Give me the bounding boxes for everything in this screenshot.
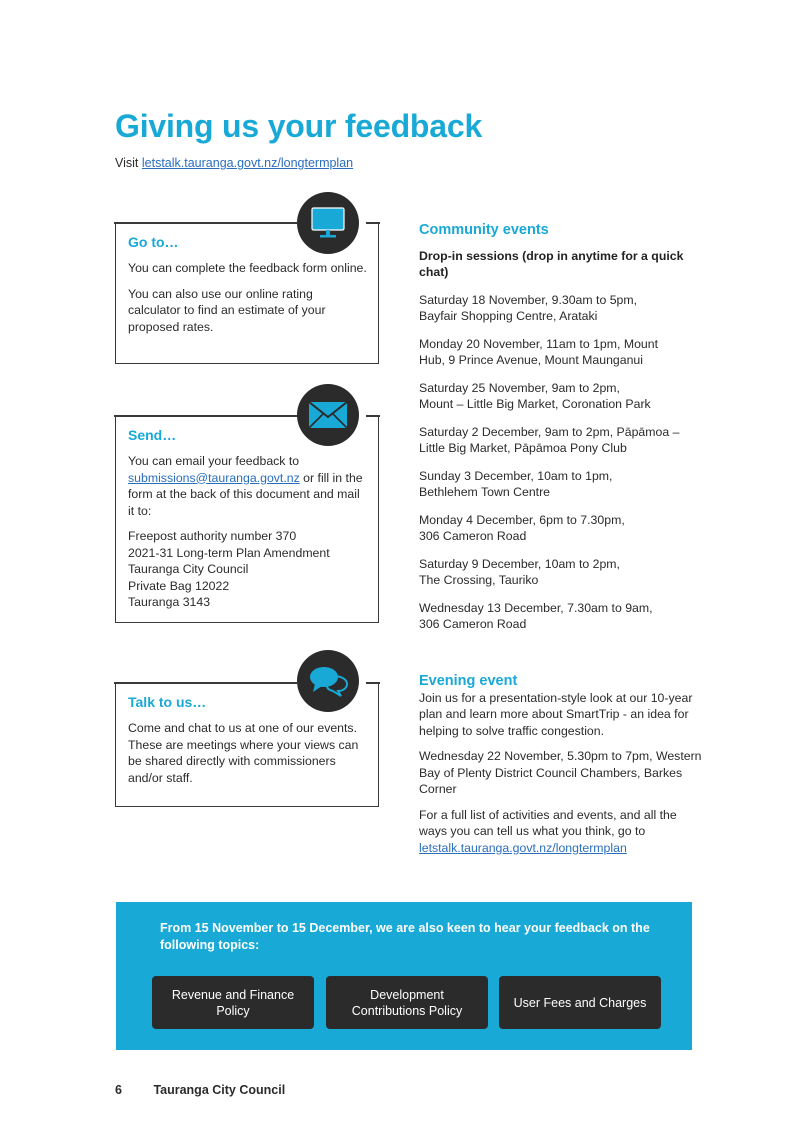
community-subheading: Drop-in sessions (drop in anytime for a quick chat)	[419, 248, 684, 279]
speech-bubbles-icon	[297, 650, 359, 712]
page-number: 6	[115, 1083, 122, 1097]
visit-line	[115, 156, 353, 170]
banner-message: From 15 November to 15 December, we are also keen to hear your feedback on the following topics:	[160, 921, 650, 952]
event-item: Saturday 2 December, 9am to 2pm, Pāpāmoa – Little Big Market, Pāpāmoa Pony Club	[419, 424, 680, 455]
send-text-post: or fill in the form at the back of this document and mail it to:	[128, 470, 363, 518]
event-item: Monday 20 November, 11am to 1pm, Mount Hub, 9 Prince Avenue, Mount Maunganui	[419, 336, 659, 367]
evening-detail: Wednesday 22 November, 5.30pm to 7pm, Western Bay of Plenty District Council Chambers, Barkes Corner	[419, 749, 702, 796]
website-link[interactable]: letstalk.tauranga.govt.nz/longtermplan	[141, 156, 354, 170]
topic-development-contributions-button[interactable]: Development Contributions Policy	[326, 976, 488, 1029]
send-text	[128, 453, 368, 519]
evening-more	[419, 807, 704, 857]
address-line: Tauranga 3143	[128, 595, 211, 609]
topics-banner	[116, 902, 692, 1050]
page-title: Giving us your feedback	[115, 108, 483, 144]
event-item: Sunday 3 December, 10am to 1pm, Bethlehem Town Centre	[419, 468, 613, 499]
event-item: Saturday 9 December, 10am to 2pm, The Crossing, Tauriko	[419, 556, 620, 587]
address-line: 2021-31 Long-term Plan Amendment	[128, 545, 330, 560]
evening-event	[419, 673, 704, 867]
evening-intro: Join us for a presentation-style look at our 10-year plan and learn more about SmartTrip - an idea for helping to solve traffic congestion.	[419, 690, 693, 738]
email-link[interactable]: submissions@tauranga.govt.nz	[128, 470, 300, 485]
address-line: Private Bag 12022	[128, 578, 230, 593]
address-line: Tauranga City Council	[128, 562, 249, 576]
monitor-icon	[297, 192, 359, 254]
community-events	[419, 222, 704, 644]
event-item: Saturday 18 November, 9.30am to 5pm, Bayfair Shopping Centre, Arataki	[419, 292, 638, 323]
send-box	[115, 415, 379, 623]
envelope-icon	[297, 384, 359, 446]
page-footer	[115, 1083, 285, 1097]
event-item: Monday 4 December, 6pm to 7.30pm, 306 Cameron Road	[419, 512, 625, 543]
evening-website-link[interactable]: letstalk.tauranga.govt.nz/longtermplan	[419, 840, 627, 855]
talk-text: Come and chat to us at one of our events. These are meetings where your views can be shared directly with commissioners and/or staff.	[128, 721, 359, 785]
talk-title: Talk to us…	[128, 694, 207, 710]
postal-address	[128, 528, 368, 611]
address-line: Freepost authority number 370	[128, 529, 297, 543]
goto-title: Go to…	[128, 234, 179, 250]
goto-text-1: You can complete the feedback form online.	[128, 261, 367, 275]
evening-heading: Evening event	[419, 673, 518, 689]
event-item: Saturday 25 November, 9am to 2pm, Mount – Little Big Market, Coronation Park	[419, 380, 651, 411]
evening-more-text: For a full list of activities and events, and all the ways you can tell us what you think, go to	[419, 807, 677, 838]
send-text-pre: You can email your feedback to	[128, 454, 300, 468]
send-title: Send…	[128, 427, 177, 443]
community-heading: Community events	[419, 222, 549, 238]
topic-user-fees-button[interactable]: User Fees and Charges	[499, 976, 661, 1029]
topic-revenue-finance-button[interactable]: Revenue and Finance Policy	[152, 976, 314, 1029]
event-item: Wednesday 13 December, 7.30am to 9am, 306 Cameron Road	[419, 600, 653, 631]
footer-organisation: Tauranga City Council	[153, 1083, 286, 1097]
visit-label: Visit	[115, 156, 139, 170]
goto-text-2: You can also use our online rating calculator to find an estimate of your proposed rates.	[128, 286, 326, 334]
